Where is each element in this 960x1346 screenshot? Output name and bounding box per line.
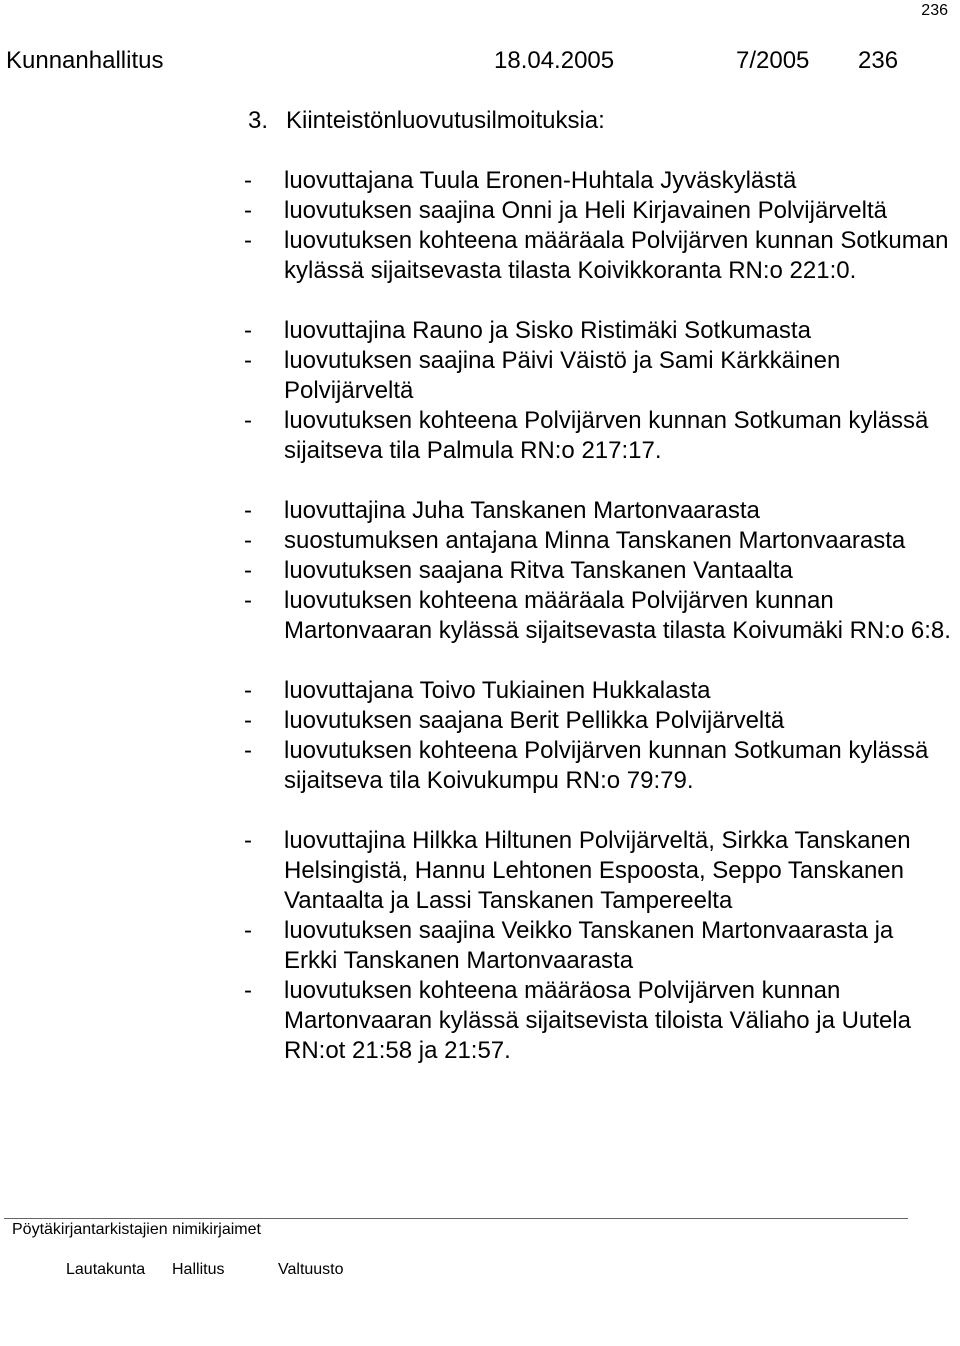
section-heading [248, 106, 605, 136]
list-dash: - [244, 197, 252, 224]
list-item-text: luovuttajina Hilkka Hiltunen Polvijärveltä, Sirkka Tanskanen Helsingistä, Hannu Lehtonen Espoosta, Seppo Tanskanen Vantaalta ja Lassi Tanskanen Tampereelta [284, 827, 911, 914]
list-dash: - [244, 827, 252, 854]
list-item-text: luovutuksen saajina Veikko Tanskanen Martonvaarasta ja Erkki Tanskanen Martonvaarasta [284, 917, 894, 974]
list-dash: - [244, 167, 252, 194]
list-item [240, 226, 952, 286]
footer-label-lautakunta: Lautakunta [66, 1261, 146, 1278]
list-dash: - [244, 557, 252, 584]
footer-divider [4, 1218, 908, 1219]
list-item [240, 736, 952, 796]
notice-group-1 [240, 166, 952, 286]
list-item-text: luovutuksen saajina Onni ja Heli Kirjavainen Polvijärveltä [284, 197, 887, 224]
list-dash: - [244, 737, 252, 764]
notice-group-3 [240, 496, 952, 646]
header-organization: Kunnanhallitus [6, 47, 164, 74]
notice-group-5 [240, 826, 952, 1066]
list-item [240, 826, 952, 916]
list-item-text: luovutuksen kohteena määräosa Polvijärven kunnan Martonvaaran kylässä sijaitsevista tiloista Väliaho ja Uutela RN:ot 21:58 ja 21:57. [284, 977, 911, 1064]
list-item-text: luovutuksen kohteena määräala Polvijärven kunnan Sotkuman kylässä sijaitsevasta tilasta Koivikkoranta RN:o 221:0. [284, 227, 949, 284]
header-protocol-number: 7/2005 [736, 47, 810, 74]
list-item-text: luovuttajana Toivo Tukiainen Hukkalasta [284, 677, 711, 704]
list-item-text: luovutuksen kohteena Polvijärven kunnan Sotkuman kylässä sijaitseva tila Koivukumpu RN:o 79:79. [284, 737, 929, 794]
list-dash: - [244, 917, 252, 944]
list-dash: - [244, 707, 252, 734]
list-dash: - [244, 347, 252, 374]
list-item [240, 976, 952, 1066]
list-item-text: luovutuksen saajana Ritva Tanskanen Vantaalta [284, 557, 793, 584]
list-item [240, 676, 952, 706]
footer-label-hallitus: Hallitus [172, 1261, 225, 1278]
list-dash: - [244, 227, 252, 254]
list-item-text: luovutuksen kohteena määräala Polvijärven kunnan Martonvaaran kylässä sijaitsevasta tilasta Koivumäki RN:o 6:8. [284, 587, 951, 644]
list-item-text: luovuttajina Rauno ja Sisko Ristimäki Sotkumasta [284, 317, 811, 344]
list-item [240, 346, 952, 406]
list-item [240, 556, 952, 586]
list-item [240, 406, 952, 466]
list-item [240, 196, 952, 226]
list-item [240, 316, 952, 346]
list-dash: - [244, 587, 252, 614]
list-item [240, 526, 952, 556]
list-item-text: luovutuksen kohteena Polvijärven kunnan Sotkuman kylässä sijaitseva tila Palmula RN:o 217:17. [284, 407, 929, 464]
list-item [240, 496, 952, 526]
notice-group-4 [240, 676, 952, 796]
list-item [240, 916, 952, 976]
list-item-text: suostumuksen antajana Minna Tanskanen Martonvaarasta [284, 527, 906, 554]
list-item [240, 166, 952, 196]
notice-group-2 [240, 316, 952, 466]
list-item-text: luovutuksen saajana Berit Pellikka Polvijärveltä [284, 707, 785, 734]
list-item-text: luovuttajina Juha Tanskanen Martonvaarasta [284, 497, 760, 524]
list-dash: - [244, 677, 252, 704]
list-item [240, 586, 952, 646]
section-title: Kiinteistönluovutusilmoituksia: [286, 107, 605, 134]
footer-label-valtuusto: Valtuusto [278, 1261, 344, 1278]
list-dash: - [244, 407, 252, 434]
list-dash: - [244, 497, 252, 524]
list-dash: - [244, 317, 252, 344]
list-item-text: luovutuksen saajina Päivi Väistö ja Sami Kärkkäinen Polvijärveltä [284, 347, 841, 404]
list-item [240, 706, 952, 736]
list-item-text: luovuttajana Tuula Eronen-Huhtala Jyväskylästä [284, 167, 797, 194]
header-page-number: 236 [858, 47, 899, 74]
list-dash: - [244, 977, 252, 1004]
page-number-corner: 236 [921, 2, 948, 19]
footer-title: Pöytäkirjantarkistajien nimikirjaimet [12, 1221, 261, 1238]
list-dash: - [244, 527, 252, 554]
header-date: 18.04.2005 [494, 47, 615, 74]
section-number: 3. [248, 107, 269, 134]
document-body [240, 166, 952, 1096]
